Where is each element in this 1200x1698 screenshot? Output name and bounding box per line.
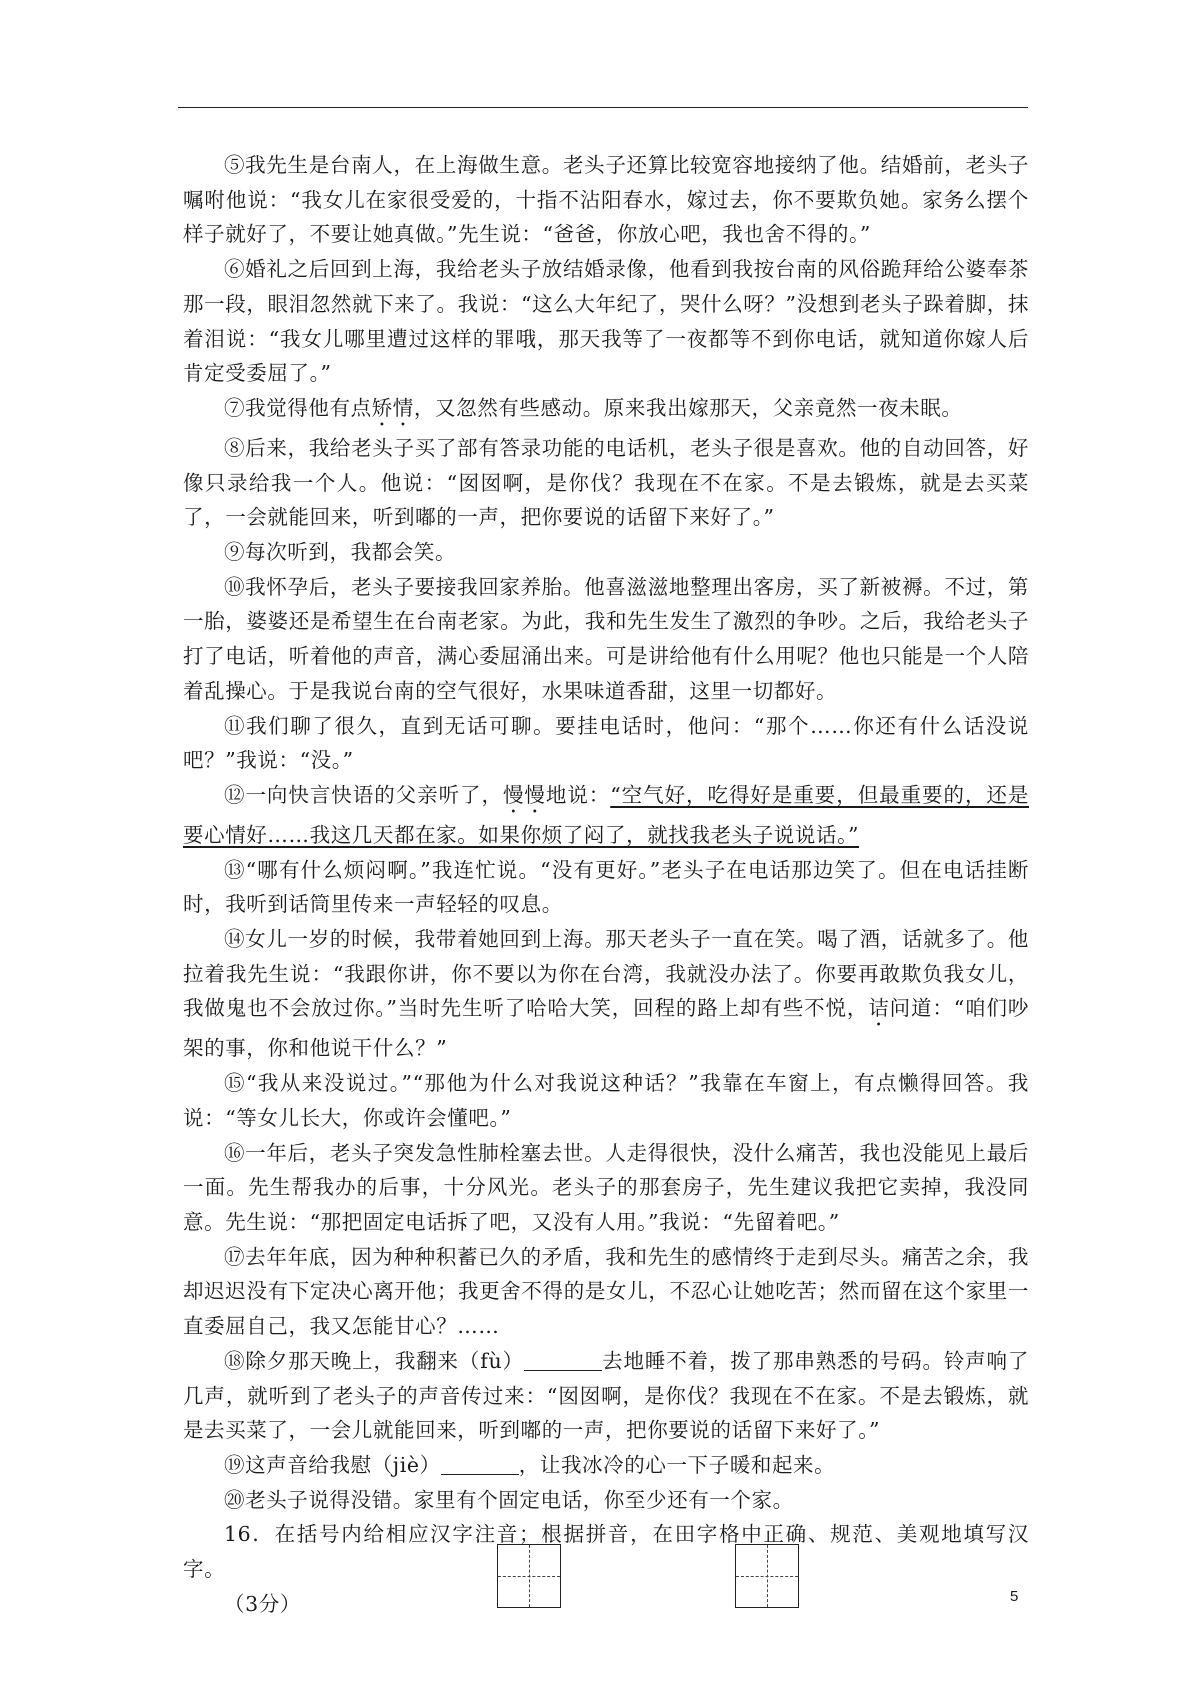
paragraph-6: ⑥婚礼之后回到上海，我给老头子放结婚录像，他看到我按台南的风俗跪拜给公婆奉茶那一段，眼泪忽然就下来了。我说：“这么大年纪了，哭什么呀？”没想到老头子跺着脚，抹着泪说：“我女儿哪里遭过这样的罪哦，那天我等了一夜都等不到你电话，就知道你嫁人后肯定受委屈了。”	[183, 257, 1029, 386]
paragraph-16: ⑯一年后，老头子突发急性肺栓塞去世。人走得很快，没什么痛苦，我也没能见上最后一面。先生帮我办的后事，十分风光。老头子的那套房子，先生建议我把它卖掉，我没同意。先生说：“那把固定电话拆了吧，又没有人用。”我说：“先留着吧。”	[183, 1140, 1029, 1234]
paragraph-7: ⑦我觉得他有点矫情，又忽然有些感动。原来我出嫁那天，父亲竟然一夜未眠。	[224, 395, 963, 420]
fill-blank-jie[interactable]	[441, 1453, 519, 1475]
paragraph-19: ⑲这声音给我慰（jiè） ，让我冰冷的心一下子暖和起来。	[224, 1452, 836, 1477]
emphasis-word-manman: 慢慢	[502, 782, 546, 807]
grid-guide-vertical	[529, 1545, 530, 1607]
paragraph-8: ⑧后来，我给老头子买了部有答录功能的电话机，老头子很是喜欢。他的自动回答，好像只录给我一个人。他说：“囡囡啊，是你伐？我现在不在家。不是去锻炼，就是去买菜了，一会就能回来，听到嘟的一声，把你要说的话留下来好了。”	[183, 435, 1029, 530]
tianzige-grid-2[interactable]	[735, 1544, 799, 1608]
paragraph-20: ⑳老头子说得没错。家里有个固定电话，你至少还有一个家。	[224, 1487, 794, 1512]
page-number: 5	[1010, 1588, 1019, 1605]
tianzige-grid-1[interactable]	[497, 1544, 561, 1608]
paragraph-14: ⑭女儿一岁的时候，我带着她回到上海。那天老头子一直在笑。喝了酒，话就多了。他拉着我先生说：“我跟你讲，你不要以为你在台湾，我就没办法了。你要再敢欺负我女儿，我做鬼也不会放过你。”当时先生听了哈哈大笑，回程的路上却有些不悦，诘问道：“咱们吵架的事，你和他说干什么？”	[183, 927, 1029, 1061]
question-16: 16．在括号内给相应汉字注音；根据拼音，在田字格中正确、规范、美观地填写汉字。	[183, 1522, 1029, 1582]
paragraph-12: ⑫一向快言快语的父亲听了，慢慢地说：“空气好，吃得好是重要，但最重要的，还是要心情好……我这几天都在家。如果你烦了闷了，就找我老头子说说话。”	[183, 782, 1029, 847]
grid-guide-vertical	[767, 1545, 768, 1607]
article-body	[183, 148, 1029, 1621]
emphasis-word-jiaoqing: 矫情	[371, 395, 414, 420]
underlined-sentence: “空气好，吃得好是重要，但最重要的，还是要心情好……我这几天都在家。如果你烦了闷了，就找我老头子说说话。”	[183, 782, 1029, 847]
fill-blank-fu[interactable]	[524, 1349, 602, 1371]
header-rule	[178, 107, 1028, 108]
paragraph-13: ⑬“哪有什么烦闷啊。”我连忙说。“没有更好。”老头子在电话那边笑了。但在电话挂断时，我听到话筒里传来一声轻轻的叹息。	[183, 857, 1029, 917]
paragraph-15: ⑮“我从来没说过。”“那他为什么对我说这种话？”我靠在车窗上，有点懒得回答。我说：“等女儿长大，你或许会懂吧。”	[183, 1071, 1029, 1130]
paragraph-18: ⑱除夕那天晚上，我翻来（fù） 去地睡不着，拨了那串熟悉的号码。铃声响了几声，就听到了老头子的声音传过来：“囡囡啊，是你伐？我现在不在家。不是去锻炼，就是去买菜了，一会儿就能回来，听到嘟的一声，把你要说的话留下来好了。”	[183, 1348, 1029, 1443]
emphasis-word-jie: 诘	[868, 996, 890, 1021]
paragraph-9: ⑨每次听到，我都会笑。	[224, 540, 457, 565]
question-score: （3分）	[224, 1591, 301, 1616]
paragraph-17: ⑰去年年底，因为种种积蓄已久的矛盾，我和先生的感情终于走到尽头。痛苦之余，我却迟迟没有下定决心离开他；我更舍不得的是女儿，不忍心让她吃苦；然而留在这个家里一直委屈自己，我又怎能甘心？……	[183, 1244, 1029, 1339]
paragraph-10: ⑩我怀孕后，老头子要接我回家养胎。他喜滋滋地整理出客房，买了新被褥。不过，第一胎，婆婆还是希望生在台南老家。为此，我和先生发生了激烈的争吵。之后，我给老头子打了电话，听着他的声音，满心委屈涌出来。可是讲给他有什么用呢？他也只能是一个人陪着乱操心。于是我说台南的空气很好，水果味道香甜，这里一切都好。	[183, 574, 1029, 703]
paragraph-5: ⑤我先生是台南人，在上海做生意。老头子还算比较宽容地接纳了他。结婚前，老头子嘱咐他说：“我女儿在家很受爱的，十指不沾阳春水，嫁过去，你不要欺负她。家务么摆个样子就好了，不要让她真做。”先生说：“爸爸，你放心吧，我也舍不得的。”	[183, 153, 1029, 247]
paragraph-11: ⑪我们聊了很久，直到无话可聊。要挂电话时，他问：“那个……你还有什么话没说吧？”我说：“没。”	[183, 713, 1029, 773]
